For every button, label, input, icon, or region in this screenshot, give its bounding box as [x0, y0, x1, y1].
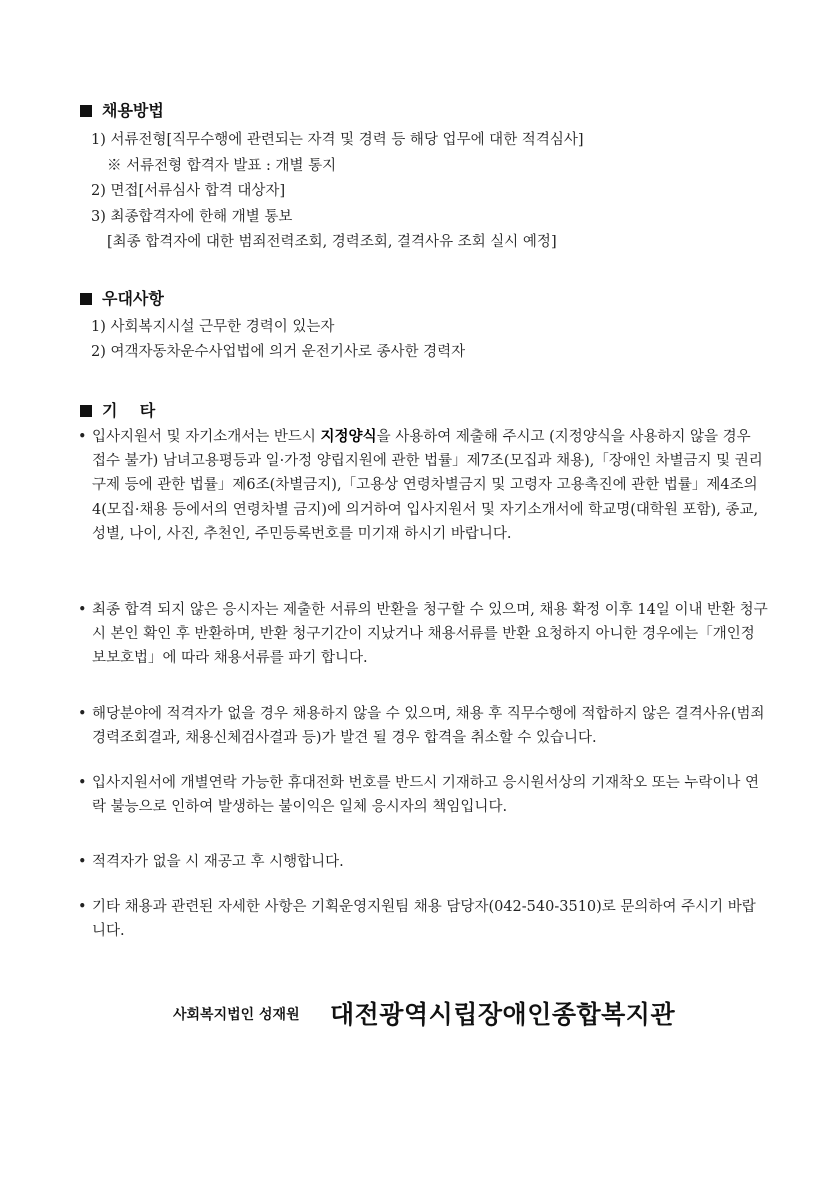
- p3-text: 해당분야에 적격자가 없을 경우 채용하지 않을 수 있으며, 채용 후 직무수행에 적합하지 않은 결격사유(범죄경력조회결과, 채용신체검사결과 등)가 발견 될 경우 합격을 취소할 수 있습니다.: [92, 706, 765, 747]
- section-heading-etc: [80, 398, 155, 421]
- p1-text-after: 을 사용하여 제출해 주시고 (지정양식을 사용하지 않을 경우 접수 불가) 남녀고용평등과 일·가정 양립지원에 관한 법률」제7조(모집과 채용),「장애인 차별금지 및 권리구제 등에 관한 법률」제6조(차별금지),「고용상 연령차별금지 및 고령자 고용촉진에 관한 법률」제4조의 4(모집·채용 등에서의 연령차별 금지)에 의거하여 입사지원서 및 자기소개서에 학교명(대학원 포함), 종교, 성별, 나이, 사진, 추천인, 주민등록번호를 미기재 하시기 바랍니다.: [92, 429, 763, 542]
- bullet-dot: •: [78, 854, 87, 870]
- bullet-dot: •: [78, 706, 87, 722]
- bullet-dot: •: [78, 429, 87, 445]
- section-heading-preference: [80, 286, 164, 309]
- bullet-dot: •: [78, 775, 87, 791]
- p6-text: 기타 채용과 관련된 자세한 사항은 기획운영지원팀 채용 담당자(042-540-3510)로 문의하여 주시기 바랍니다.: [92, 899, 756, 940]
- etc-paragraph-4: [78, 771, 768, 819]
- section-title: 채용방법: [102, 101, 164, 120]
- recruit-line-2: ※ 서류전형 합격자 발표 : 개별 통지: [107, 158, 337, 174]
- footer-organization: 사회복지법인 성재원: [173, 1007, 300, 1023]
- etc-paragraph-6: [78, 895, 768, 943]
- etc-paragraph-1: [78, 425, 768, 546]
- etc-paragraph-5: [78, 850, 768, 874]
- recruit-line-1: 1) 서류전형[직무수행에 관련되는 자격 및 경력 등 해당 업무에 대한 적격심사]: [91, 132, 584, 148]
- square-bullet-icon: [80, 105, 92, 117]
- section-heading-recruit: [80, 98, 164, 121]
- bullet-dot: •: [78, 602, 87, 618]
- preference-line-2: 2) 여객자동차운수사업법에 의거 운전기사로 종사한 경력자: [91, 344, 466, 360]
- recruit-line-3: 2) 면접[서류심사 합격 대상자]: [91, 183, 286, 199]
- p2-text: 최종 합격 되지 않은 응시자는 제출한 서류의 반환을 청구할 수 있으며, 채용 확정 이후 14일 이내 반환 청구 시 본인 확인 후 반환하며, 반환 청구기간이 지났거나 채용서류를 반환 요청하지 아니한 경우에는「개인정보보호법」에 따라 채용서류를 파기 합니다.: [92, 602, 768, 667]
- square-bullet-icon: [80, 293, 92, 305]
- footer-institution-name: 대전광역시립장애인종합복지관: [330, 1000, 676, 1029]
- p4-text: 입사지원서에 개별연락 가능한 휴대전화 번호를 반드시 기재하고 응시원서상의 기재착오 또는 누락이나 연락 불능으로 인하여 발생하는 불이익은 일체 응시자의 책임입니다.: [92, 775, 760, 816]
- p5-text: 적격자가 없을 시 재공고 후 시행합니다.: [92, 854, 344, 870]
- recruit-line-4: 3) 최종합격자에 한해 개별 통보: [91, 209, 293, 225]
- p1-bold-text: 지정양식: [320, 429, 377, 445]
- etc-paragraph-3: [78, 702, 768, 750]
- etc-paragraph-2: [78, 598, 768, 671]
- recruit-line-5: [최종 합격자에 대한 범죄전력조회, 경력조회, 결격사유 조회 실시 예정]: [107, 234, 557, 250]
- preference-line-1: 1) 사회복지시설 근무한 경력이 있는자: [91, 319, 335, 335]
- section-title: 우대사항: [102, 289, 164, 308]
- bullet-dot: •: [78, 899, 87, 915]
- square-bullet-icon: [80, 405, 92, 417]
- section-title: 기 타: [102, 401, 156, 420]
- p1-text-before: 입사지원서 및 자기소개서는 반드시: [92, 429, 321, 445]
